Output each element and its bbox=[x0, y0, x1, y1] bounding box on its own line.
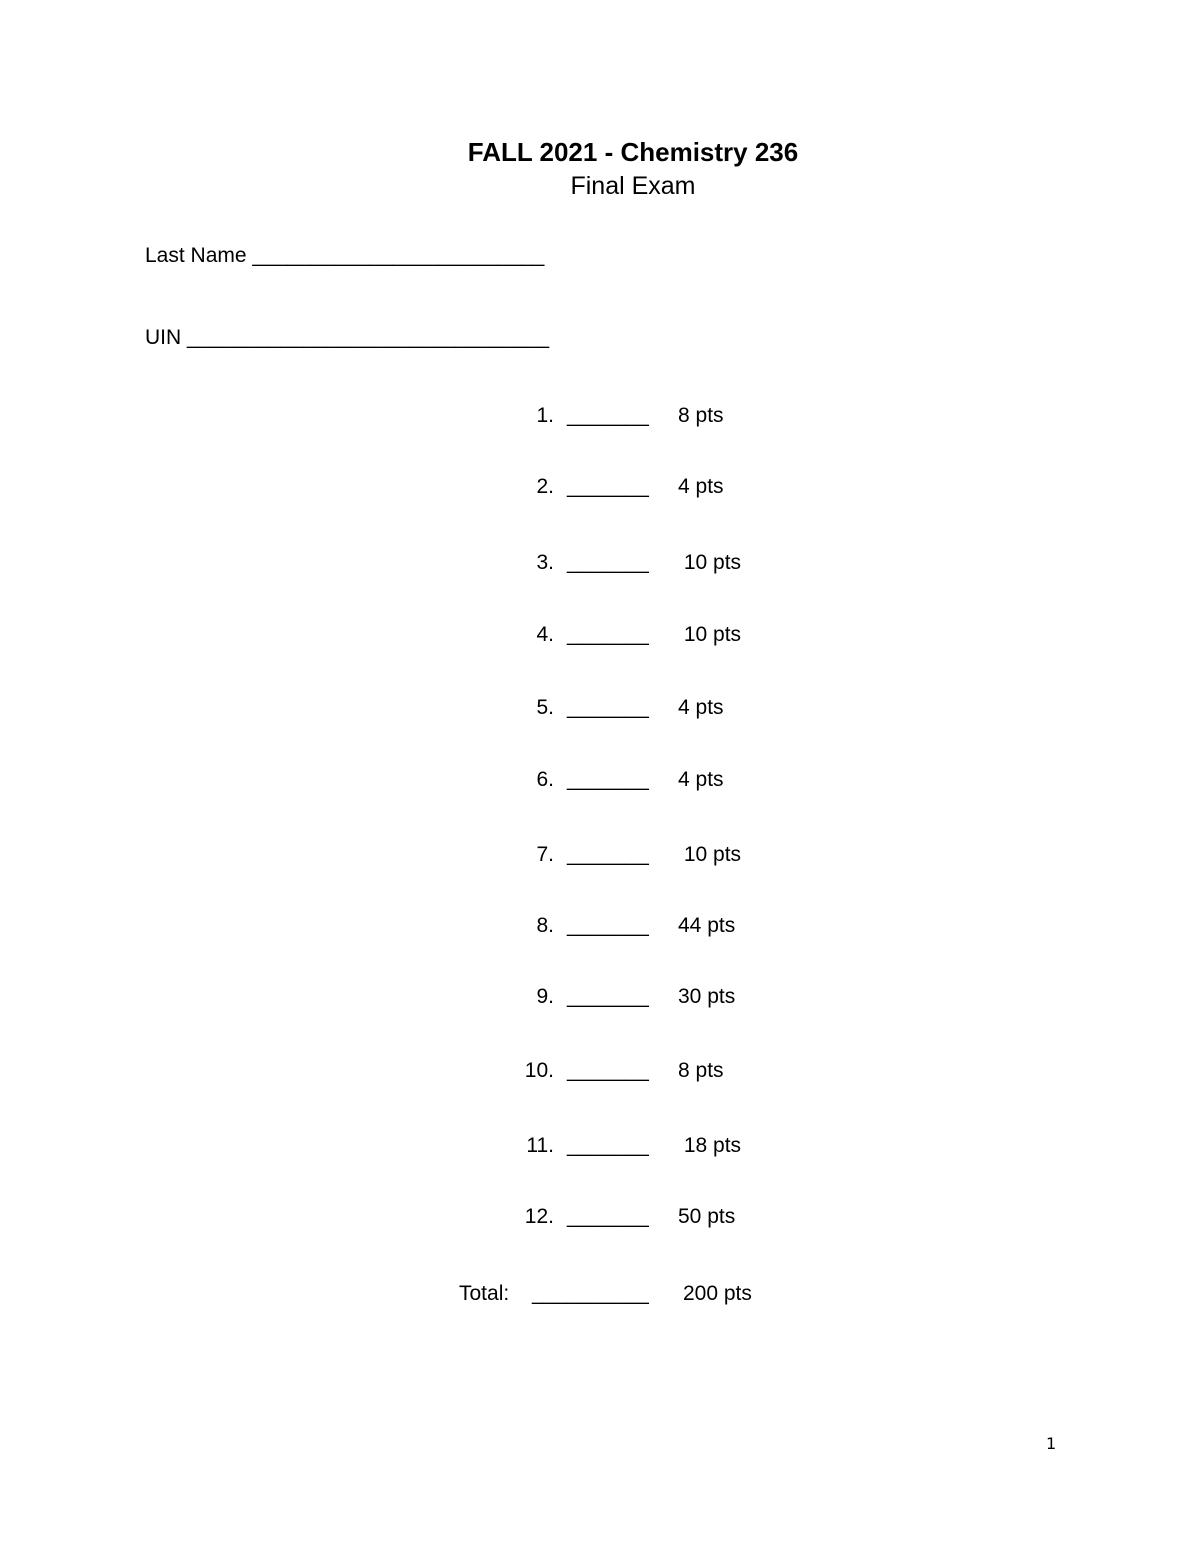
score-blank: _______ bbox=[567, 696, 649, 719]
exam-subtitle: Final Exam bbox=[570, 172, 696, 200]
score-blank: _______ bbox=[567, 551, 649, 574]
score-points: 4 pts bbox=[678, 696, 724, 719]
total-blank: __________ bbox=[532, 1282, 649, 1305]
last-name-field: Last Name _________________________ bbox=[145, 244, 545, 267]
score-points: 50 pts bbox=[678, 1205, 736, 1228]
score-points: 10 pts bbox=[678, 551, 742, 574]
score-row-number: 4. bbox=[536, 623, 554, 646]
score-points: 10 pts bbox=[678, 623, 742, 646]
score-blank: _______ bbox=[567, 985, 649, 1008]
uin-field: UIN _______________________________ bbox=[145, 326, 550, 349]
score-row-number: 3. bbox=[536, 551, 554, 574]
score-points: 8 pts bbox=[678, 404, 724, 427]
score-row-number: 6. bbox=[536, 768, 554, 791]
score-row-number: 12. bbox=[524, 1205, 554, 1228]
score-row-number: 8. bbox=[536, 914, 554, 937]
score-row-number: 9. bbox=[536, 985, 554, 1008]
score-blank: _______ bbox=[567, 843, 649, 866]
score-blank: _______ bbox=[567, 768, 649, 791]
score-points: 30 pts bbox=[678, 985, 736, 1008]
score-points: 18 pts bbox=[678, 1134, 742, 1157]
total-label: Total: bbox=[459, 1282, 510, 1305]
score-points: 4 pts bbox=[678, 475, 724, 498]
score-points: 44 pts bbox=[678, 914, 736, 937]
score-row-number: 10. bbox=[524, 1059, 554, 1082]
score-row-number: 1. bbox=[536, 404, 554, 427]
score-blank: _______ bbox=[567, 623, 649, 646]
score-row-number: 5. bbox=[536, 696, 554, 719]
score-points: 8 pts bbox=[678, 1059, 724, 1082]
page-number: 1 bbox=[1046, 1434, 1057, 1453]
score-points: 10 pts bbox=[678, 843, 742, 866]
score-points: 4 pts bbox=[678, 768, 724, 791]
score-row-number: 11. bbox=[526, 1134, 554, 1157]
score-blank: _______ bbox=[567, 1059, 649, 1082]
score-blank: _______ bbox=[567, 914, 649, 937]
score-row-number: 7. bbox=[536, 843, 554, 866]
score-blank: _______ bbox=[567, 475, 649, 498]
score-blank: _______ bbox=[567, 1134, 649, 1157]
score-blank: _______ bbox=[567, 404, 649, 427]
score-row-number: 2. bbox=[536, 475, 554, 498]
score-blank: _______ bbox=[567, 1205, 649, 1228]
exam-title: FALL 2021 - Chemistry 236 bbox=[467, 137, 799, 167]
total-points: 200 pts bbox=[683, 1282, 752, 1305]
